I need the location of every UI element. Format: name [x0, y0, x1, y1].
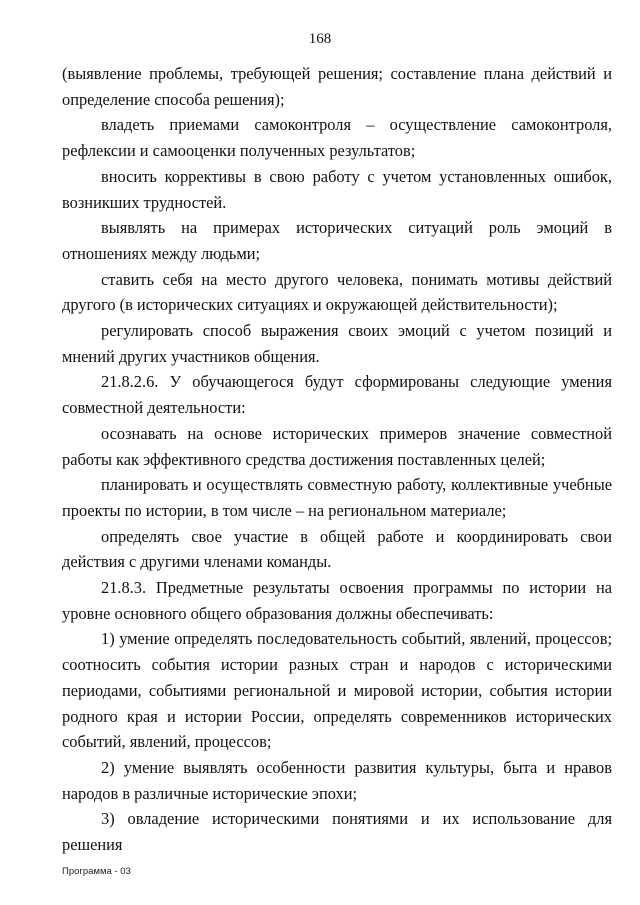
- paragraph: планировать и осуществлять совместную работу, коллективные учебные проекты по истории, в том числе – на региональном материале;: [62, 475, 612, 520]
- footer-label: Программа - 03: [62, 866, 131, 877]
- paragraph: ставить себя на место другого человека, понимать мотивы действий другого (в исторических ситуациях и окружающей действительности);: [62, 269, 612, 315]
- list-item: 3) овладение историческими понятиями и их использование для решения: [62, 809, 612, 855]
- paragraph: владеть приемами самоконтроля – осуществление самоконтроля, рефлексии и самооценки полученных результатов;: [62, 115, 612, 161]
- list-item: 2) умение выявлять особенности развития культуры, быта и нравов народов в различные исторические эпохи;: [62, 757, 612, 803]
- paragraph: выявлять на примерах исторических ситуаций роль эмоций в отношениях между людьми;: [62, 218, 612, 263]
- list-item: 1) умение определять последовательность событий, явлений, процессов; соотносить события истории разных стран и народов с историческими периодами, событиями региональной и мировой истории, события истории родного края и истории России, определять современников исторических событий, явлений, процессов;: [62, 629, 612, 752]
- paragraph: (выявление проблемы, требующей решения; составление плана действий и определение способа решения);: [62, 64, 612, 109]
- paragraph: регулировать способ выражения своих эмоций с учетом позиций и мнений других участников общения.: [62, 321, 612, 366]
- paragraph: вносить коррективы в свою работу с учетом установленных ошибок, возникших трудностей.: [62, 166, 612, 212]
- section-heading-paragraph: 21.8.2.6. У обучающегося будут сформированы следующие умения совместной деятельности:: [62, 372, 612, 418]
- body-text: [62, 61, 612, 858]
- paragraph: определять свое участие в общей работе и координировать свои действия с другими членами команды.: [62, 526, 612, 572]
- paragraph: осознавать на основе исторических примеров значение совместной работы как эффективного средства достижения поставленных целей;: [62, 423, 612, 469]
- page-number: 168: [308, 31, 332, 47]
- section-heading-paragraph: 21.8.3. Предметные результаты освоения программы по истории на уровне основного общего образования должны обеспечивать:: [62, 578, 612, 623]
